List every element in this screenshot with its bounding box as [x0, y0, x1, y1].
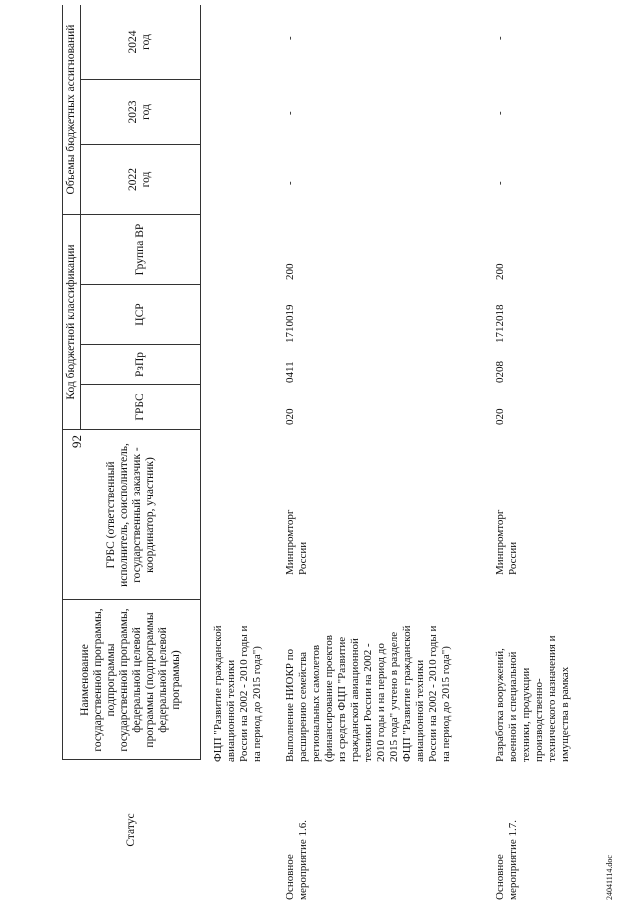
row1-grbs: Минпромторг России: [284, 509, 309, 575]
row2-value-2022: -: [494, 181, 506, 185]
row2-code-grbs: 020: [494, 408, 506, 425]
row1-value-2024: -: [284, 36, 296, 40]
row1-value-2022: -: [284, 181, 296, 185]
row2-grbs: Минпромторг России: [494, 509, 519, 575]
header-code-rzpr: РзПр: [133, 352, 146, 377]
header-bottom-border: [200, 5, 201, 760]
row2-value-2023: -: [494, 111, 506, 115]
header-name: Наименование государственной программы, подпрограммы государственной программы, федеральной целевой программы (подпрограммы федеральной целевой программы): [79, 608, 182, 752]
row1-name: Выполнение НИОКР по расширению семейства региональных самолетов (финансирование проектов из средств ФЦП "Развитие гражданской авиационной техники России на 2002 - 2010 годы и на период до 2015 года" учтено в разделе ФЦП "Развитие гражданской авиационной техники России на 2002 - 2010 годы и на период до 2015 года"): [284, 625, 452, 762]
footer-filename: 24041114.doc: [605, 855, 614, 900]
header-year-2024: 2024 год: [127, 30, 152, 54]
row2-code-vr: 200: [494, 263, 506, 280]
row0-name: ФЦП "Развитие гражданской авиационной техники России на 2002 - 2010 годы и на период до 2015 года"): [212, 625, 263, 762]
header-code-grbs: ГРБС: [133, 393, 146, 421]
row1-value-2023: -: [284, 111, 296, 115]
row2-code-rzpr: 0208: [494, 361, 506, 383]
row1-code-csr: 1710019: [284, 304, 296, 343]
row1-code-vr: 200: [284, 263, 296, 280]
header-code-group: Код бюджетной классификации: [64, 244, 77, 400]
header-grbs: ГРБС (ответственный исполнитель, соисполнитель, государственный заказчик - координатор, участник): [105, 443, 156, 587]
col-divider-name-grbs: [62, 599, 200, 600]
row2-name: Разработка вооружений, военной и специальной техники, продукции производственно- технического назначения и имущества в рамках: [494, 635, 571, 762]
header-year-2023: 2023 год: [127, 100, 152, 124]
row1-code-grbs: 020: [284, 408, 296, 425]
row2-status: Основное мероприятие 1.7.: [494, 819, 519, 900]
header-code-vr: Группа ВР: [133, 223, 146, 276]
page-number: 92: [69, 435, 84, 448]
header-volume-group: Объемы бюджетных ассигнований: [64, 24, 77, 195]
header-status: Статус: [124, 813, 137, 847]
header-code-csr: ЦСР: [133, 303, 146, 326]
col-divider-grbs-codes: [62, 429, 200, 430]
header-year-2022: 2022 год: [127, 168, 152, 191]
row1-code-rzpr: 0411: [284, 361, 296, 383]
row1-status: Основное мероприятие 1.6.: [284, 819, 309, 900]
row2-code-csr: 1712018: [494, 304, 506, 343]
row2-value-2024: -: [494, 36, 506, 40]
